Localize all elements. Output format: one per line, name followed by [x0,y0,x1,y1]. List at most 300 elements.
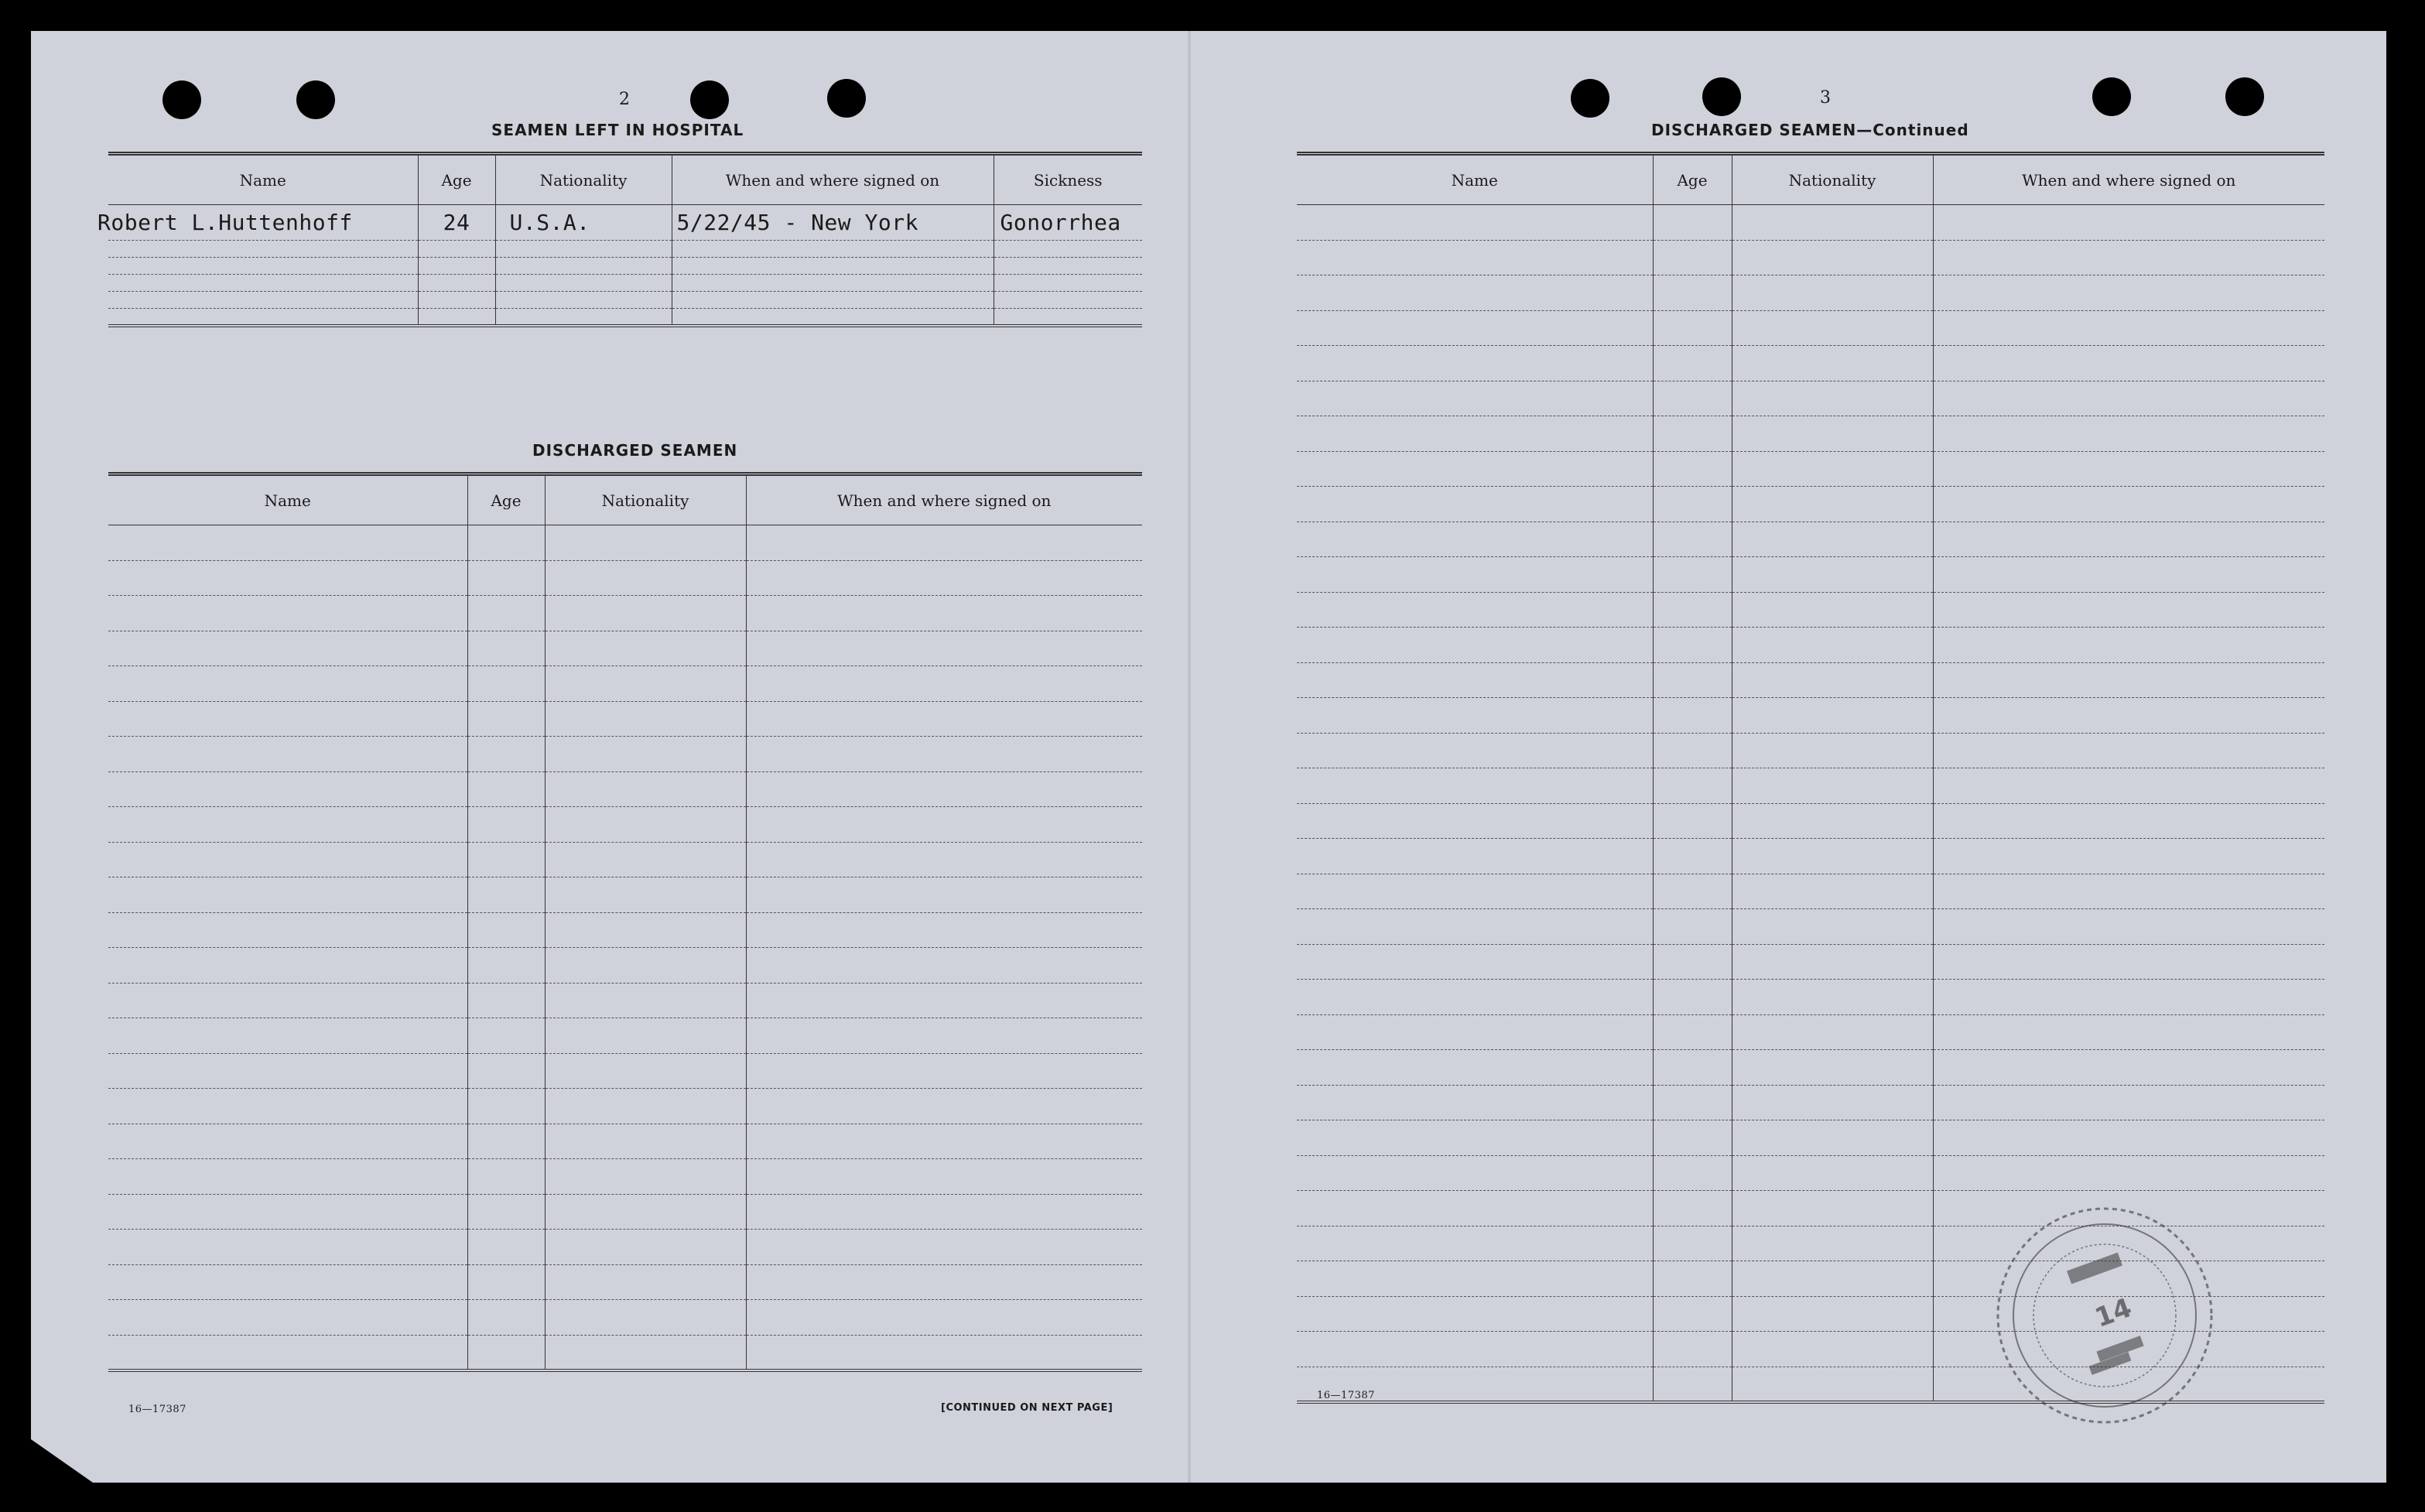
table-cell [467,771,545,807]
table-cell [1933,557,2324,593]
table-cell [467,596,545,631]
table-cell [1653,592,1732,628]
table-cell [1653,1050,1732,1086]
col-nationality-header: Nationality [495,154,672,205]
table-cell [545,807,746,843]
table-cell [746,1018,1142,1054]
table-cell [1297,768,1653,804]
table-row [108,1194,1142,1230]
right-form-number: 16—17387 [1317,1390,1375,1401]
table-cell [1933,310,2324,346]
table-cell [1297,275,1653,311]
table-cell [1732,240,1933,275]
table-cell [1732,980,1933,1015]
table-row [108,771,1142,807]
col-signed-on-header: When and where signed on [746,474,1142,525]
table-cell [467,983,545,1018]
table-cell [1653,346,1732,381]
table-cell [545,983,746,1018]
table-cell [1933,698,2324,734]
table-cell [1653,1296,1732,1332]
table-cell [1653,1155,1732,1191]
col-age-header: Age [1653,154,1732,205]
table-row [1297,522,2324,557]
table-cell [1653,803,1732,839]
table-cell [545,666,746,702]
table-cell [746,1124,1142,1159]
table-cell [746,631,1142,666]
table-cell [1297,1085,1653,1120]
table-cell [1933,592,2324,628]
table-row [108,701,1142,737]
table-cell [108,1194,467,1230]
table-cell [467,912,545,948]
table-row [1297,768,2324,804]
table-cell [746,1335,1142,1370]
table-cell [1933,733,2324,768]
col-nationality-header: Nationality [545,474,746,525]
table-cell [746,525,1142,561]
table-cell [1653,1332,1732,1367]
table-cell [545,1124,746,1159]
table-row [1297,205,2324,241]
table-cell [1732,1120,1933,1156]
table-cell [467,560,545,596]
table-cell [1653,240,1732,275]
table-row [108,525,1142,561]
table-cell [108,983,467,1018]
table-cell [545,1053,746,1089]
table-cell [1297,240,1653,275]
table-cell [108,807,467,843]
table-cell [467,807,545,843]
table-cell [467,1300,545,1336]
table-cell [1297,1050,1653,1086]
table-cell [1732,416,1933,452]
table-cell [545,877,746,913]
table-cell [467,1159,545,1195]
table-cell [1732,768,1933,804]
table-row [1297,733,2324,768]
table-row [1297,944,2324,980]
table-cell [1653,275,1732,311]
table-cell [108,1018,467,1054]
table-cell [746,912,1142,948]
table-cell [467,1335,545,1370]
table-cell [1653,416,1732,452]
table-cell [545,771,746,807]
table-row [108,631,1142,666]
table-cell [1297,839,1653,874]
table-cell [1297,909,1653,945]
table-cell [1732,662,1933,698]
table-cell [746,596,1142,631]
table-row [1297,275,2324,311]
table-row [1297,803,2324,839]
table-cell [108,560,467,596]
col-name-header: Name [1297,154,1653,205]
table-cell [1297,592,1653,628]
seaman-nationality: U.S.A. [509,210,590,235]
table-cell [467,1089,545,1124]
immigration-stamp [1981,1192,2228,1439]
table-cell [108,631,467,666]
table-cell [1297,874,1653,909]
table-cell [108,1264,467,1300]
table-cell [1732,557,1933,593]
table-row [1297,451,2324,487]
table-row [108,807,1142,843]
hospital-section-title: SEAMEN LEFT IN HOSPITAL [491,121,744,139]
table-cell [746,560,1142,596]
table-cell [545,1335,746,1370]
table-row [1297,1085,2324,1120]
table-row [1297,310,2324,346]
table-cell [1933,346,2324,381]
table-cell [467,877,545,913]
table-cell [1653,310,1732,346]
table-cell [746,1194,1142,1230]
table-cell [467,631,545,666]
table-cell [1732,346,1933,381]
table-cell [1732,1085,1933,1120]
table-cell [467,1018,545,1054]
table-cell [467,701,545,737]
table-cell [746,948,1142,983]
table-cell [467,1053,545,1089]
table-row [1297,592,2324,628]
discharged-continued-title: DISCHARGED SEAMEN—Continued [1651,121,1969,139]
table-cell [1653,839,1732,874]
table-cell [1933,1085,2324,1120]
table-row [1297,1050,2324,1086]
discharged-table-body [108,525,1142,1370]
table-cell [1297,1296,1653,1332]
table-cell [1653,1120,1732,1156]
table-cell [1653,487,1732,522]
table-cell [1933,451,2324,487]
table-cell [1653,944,1732,980]
table-cell [1297,416,1653,452]
table-row [108,877,1142,913]
table-cell [1933,416,2324,452]
table-cell [1933,803,2324,839]
table-row [1297,1120,2324,1156]
table-cell [1732,310,1933,346]
table-row [108,1124,1142,1159]
table-cell [545,701,746,737]
table-cell [746,1159,1142,1195]
table-cell [1297,1332,1653,1367]
table-row [108,1264,1142,1300]
table-cell [1933,205,2324,241]
table-cell [1653,628,1732,663]
table-row [108,241,1142,258]
table-row [108,275,1142,292]
seaman-signed-on: 5/22/45 - New York [676,210,918,235]
table-cell [746,701,1142,737]
table-cell [1933,768,2324,804]
table-cell [1933,522,2324,557]
discharged-table [108,472,1142,1372]
table-cell [1297,346,1653,381]
table-row [108,309,1142,326]
punch-hole [2225,77,2264,116]
table-cell [108,1053,467,1089]
table-cell [108,596,467,631]
table-cell [1732,698,1933,734]
table-cell [545,596,746,631]
table-cell [108,1089,467,1124]
punch-hole [827,79,866,118]
table-cell [545,1300,746,1336]
table-cell [1732,1191,1933,1226]
continued-note: [CONTINUED ON NEXT PAGE] [941,1402,1113,1414]
table-cell [1732,1050,1933,1086]
table-cell [1732,909,1933,945]
table-cell [1933,1120,2324,1156]
punch-hole [1702,77,1741,116]
table-cell [108,771,467,807]
col-age-header: Age [418,154,495,205]
table-cell [108,525,467,561]
table-cell [746,1300,1142,1336]
table-cell [1653,522,1732,557]
table-cell [1297,1191,1653,1226]
table-row [108,596,1142,631]
table-cell [545,1194,746,1230]
table-row [1297,240,2324,275]
table-cell [1297,944,1653,980]
table-row [108,737,1142,772]
table-row [108,1089,1142,1124]
table-row [108,1230,1142,1265]
stamp-day: 14 [2091,1292,2136,1334]
table-cell [467,1194,545,1230]
table-cell [1933,628,2324,663]
table-row [1297,980,2324,1015]
table-row [108,1300,1142,1336]
table-cell [545,525,746,561]
table-cell [1732,205,1933,241]
table-cell [746,842,1142,877]
table-cell [746,666,1142,702]
table-row [1297,346,2324,381]
table-cell [1653,1191,1732,1226]
table-cell [1732,1296,1933,1332]
table-cell [108,737,467,772]
table-cell [1297,487,1653,522]
table-row [108,666,1142,702]
table-cell [1933,1155,2324,1191]
col-name-header: Name [108,474,467,525]
table-cell [467,842,545,877]
table-row [1297,874,2324,909]
table-cell [1933,909,2324,945]
table-cell [108,1159,467,1195]
punch-hole [690,80,729,119]
table-cell [1653,1226,1732,1261]
table-row [108,983,1142,1018]
table-cell [1297,1155,1653,1191]
table-cell [1297,698,1653,734]
seaman-age: 24 [443,210,470,235]
table-cell [746,983,1142,1018]
table-cell [1732,733,1933,768]
table-cell [108,1230,467,1265]
table-row [108,1335,1142,1370]
table-cell [545,560,746,596]
table-cell [467,1124,545,1159]
table-cell [467,666,545,702]
table-cell [1297,662,1653,698]
table-cell [467,948,545,983]
table-cell [108,948,467,983]
table-cell [1653,557,1732,593]
table-cell [1653,1014,1732,1050]
table-row [108,258,1142,275]
table-cell [1933,980,2324,1015]
table-row [108,1053,1142,1089]
punch-hole [162,80,201,119]
table-cell [1297,733,1653,768]
table-row [108,1018,1142,1054]
table-cell [1297,557,1653,593]
table-row [108,912,1142,948]
table-cell [108,666,467,702]
table-cell [545,737,746,772]
table-cell [545,1018,746,1054]
discharged-section-title: DISCHARGED SEAMEN [532,441,738,460]
left-form-number: 16—17387 [128,1404,186,1415]
col-signed-on-header: When and where signed on [1933,154,2324,205]
table-cell [1653,1085,1732,1120]
table-row [1297,662,2324,698]
table-cell [1653,980,1732,1015]
punch-hole [296,80,335,119]
table-cell [1732,1226,1933,1261]
table-cell [1653,1261,1732,1297]
table-row [1297,698,2324,734]
table-row [108,842,1142,877]
table-cell [1653,768,1732,804]
table-cell [108,1124,467,1159]
left-page-number: 2 [619,90,631,109]
table-cell [1653,662,1732,698]
table-cell [1933,487,2324,522]
col-signed-on-header: When and where signed on [672,154,994,205]
table-cell [545,1230,746,1265]
table-row [108,1159,1142,1195]
table-cell [1732,592,1933,628]
table-cell [1297,310,1653,346]
table-cell [1933,381,2324,416]
table-row [1297,557,2324,593]
table-row [108,560,1142,596]
table-cell [545,912,746,948]
table-cell [1732,381,1933,416]
table-cell [467,1264,545,1300]
table-cell [467,1230,545,1265]
col-name-header: Name [108,154,418,205]
table-cell [1732,874,1933,909]
table-cell [1933,944,2324,980]
table-cell [1732,1261,1933,1297]
table-cell [1297,1014,1653,1050]
table-cell [108,1300,467,1336]
table-cell [1653,381,1732,416]
table-cell [1653,909,1732,945]
table-row [108,292,1142,309]
table-cell [1297,1261,1653,1297]
table-cell [1732,1367,1933,1402]
table-cell [108,701,467,737]
table-cell [746,737,1142,772]
col-age-header: Age [467,474,545,525]
table-cell [545,1089,746,1124]
table-cell [1297,1120,1653,1156]
table-cell [746,1264,1142,1300]
table-cell [746,1089,1142,1124]
table-cell [545,842,746,877]
table-cell [1933,839,2324,874]
table-row [1297,1014,2324,1050]
table-cell [1297,451,1653,487]
table-row [108,205,1142,241]
seaman-sickness: Gonorrhea [1000,210,1121,235]
table-cell [1297,381,1653,416]
table-cell [1933,275,2324,311]
table-cell [108,1335,467,1370]
table-cell [108,877,467,913]
table-cell [1933,874,2324,909]
table-cell [1297,522,1653,557]
table-cell [746,877,1142,913]
table-cell [1933,1050,2324,1086]
table-cell [1732,628,1933,663]
right-page-number: 3 [1820,88,1832,108]
table-cell [1653,1367,1732,1402]
table-cell [1732,275,1933,311]
table-row [1297,381,2324,416]
table-cell [746,1053,1142,1089]
col-nationality-header: Nationality [1732,154,1933,205]
table-cell [108,912,467,948]
table-cell [1732,1155,1933,1191]
table-cell [467,737,545,772]
table-cell [1653,698,1732,734]
punch-hole [2092,77,2131,116]
table-cell [1732,1014,1933,1050]
table-cell [545,948,746,983]
punch-hole [1571,79,1609,118]
table-cell [1933,1014,2324,1050]
table-cell [545,631,746,666]
table-row [1297,1155,2324,1191]
table-cell [1653,874,1732,909]
table-cell [1653,451,1732,487]
table-cell [1933,662,2324,698]
table-cell [1732,487,1933,522]
table-cell [545,1264,746,1300]
table-cell [746,807,1142,843]
table-cell [108,842,467,877]
table-cell [1297,803,1653,839]
table-row [1297,909,2324,945]
table-cell [1732,522,1933,557]
table-cell [1933,240,2324,275]
table-cell [746,771,1142,807]
